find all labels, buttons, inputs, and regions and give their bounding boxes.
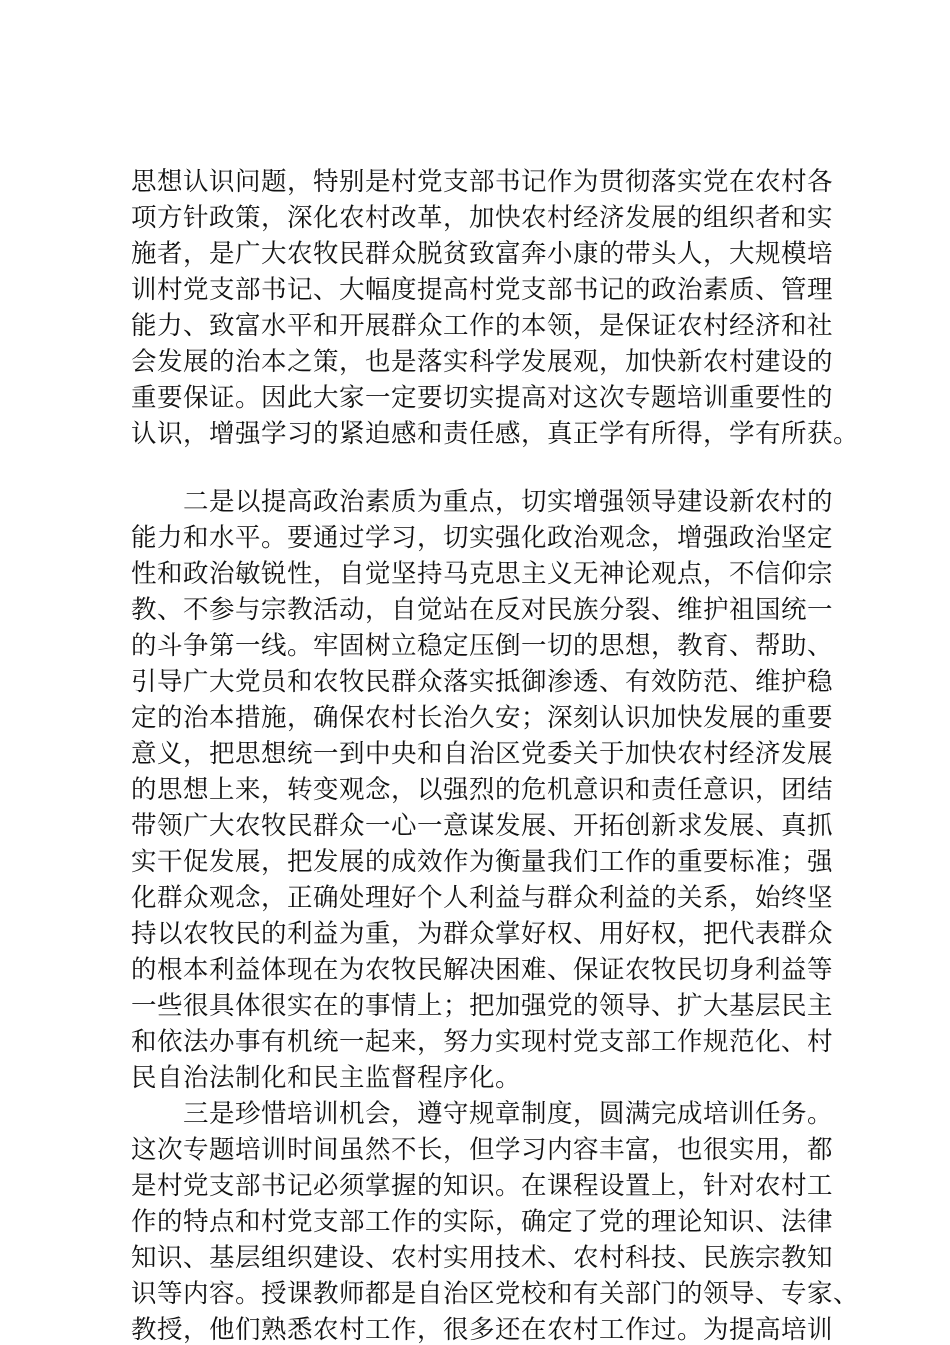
paragraph-line: 引导广大党员和农牧民群众落实抵御渗透、有效防范、维护稳 <box>131 667 834 697</box>
paragraph-line: 的根本利益体现在为农牧民解决困难、保证农牧民切身利益等 <box>131 955 834 985</box>
paragraph-line: 能力和水平。要通过学习，切实强化政治观念，增强政治坚定 <box>131 523 834 553</box>
paragraph-line: 会发展的治本之策，也是落实科学发展观，加快新农村建设的 <box>131 347 834 377</box>
paragraph-line: 知识、基层组织建设、农村实用技术、农村科技、民族宗教知 <box>131 1243 834 1273</box>
paragraph-line: 能力、致富水平和开展群众工作的本领，是保证农村经济和社 <box>131 311 834 341</box>
paragraph-line: 施者，是广大农牧民群众脱贫致富奔小康的带头人，大规模培 <box>131 239 834 269</box>
paragraph-line: 的斗争第一线。牢固树立稳定压倒一切的思想，教育、帮助、 <box>131 631 834 661</box>
paragraph-line: 作的特点和村党支部工作的实际，确定了党的理论知识、法律 <box>131 1207 834 1237</box>
paragraph-line: 的思想上来，转变观念，以强烈的危机意识和责任意识，团结 <box>131 775 834 805</box>
paragraph-line: 这次专题培训时间虽然不长，但学习内容丰富，也很实用，都 <box>131 1135 834 1165</box>
paragraph-line: 教、不参与宗教活动，自觉站在反对民族分裂、维护祖国统一 <box>131 595 834 625</box>
paragraph-line: 持以农牧民的利益为重，为群众掌好权、用好权，把代表群众 <box>131 919 834 949</box>
paragraph-line: 实干促发展，把发展的成效作为衡量我们工作的重要标准；强 <box>131 847 834 877</box>
paragraph-line: 三是珍惜培训机会，遵守规章制度，圆满完成培训任务。 <box>131 1099 834 1129</box>
paragraph-line: 识等内容。授课教师都是自治区党校和有关部门的领导、专家、 <box>131 1279 860 1309</box>
paragraph-line: 重要保证。因此大家一定要切实提高对这次专题培训重要性的 <box>131 383 834 413</box>
paragraph-line: 训村党支部书记、大幅度提高村党支部书记的政治素质、管理 <box>131 275 834 305</box>
paragraph-line: 思想认识问题，特别是村党支部书记作为贯彻落实党在农村各 <box>131 167 834 197</box>
paragraph-line: 和依法办事有机统一起来，努力实现村党支部工作规范化、村 <box>131 1027 834 1057</box>
paragraph-line: 化群众观念，正确处理好个人利益与群众利益的关系，始终坚 <box>131 883 834 913</box>
paragraph-line: 一些很具体很实在的事情上；把加强党的领导、扩大基层民主 <box>131 991 834 1021</box>
paragraph-line: 是村党支部书记必须掌握的知识。在课程设置上，针对农村工 <box>131 1171 834 1201</box>
paragraph-line: 二是以提高政治素质为重点，切实增强领导建设新农村的 <box>131 487 834 517</box>
paragraph-line: 教授，他们熟悉农村工作，很多还在农村工作过。为提高培训 <box>131 1315 834 1345</box>
paragraph-line: 意义，把思想统一到中央和自治区党委关于加快农村经济发展 <box>131 739 834 769</box>
paragraph-line: 认识，增强学习的紧迫感和责任感，真正学有所得，学有所获。 <box>131 419 860 449</box>
paragraph-line: 定的治本措施，确保农村长治久安；深刻认识加快发展的重要 <box>131 703 834 733</box>
paragraph-line: 带领广大农牧民群众一心一意谋发展、开拓创新求发展、真抓 <box>131 811 834 841</box>
paragraph-line: 民自治法制化和民主监督程序化。 <box>131 1063 522 1093</box>
paragraph-line: 性和政治敏锐性，自觉坚持马克思主义无神论观点，不信仰宗 <box>131 559 834 589</box>
paragraph-line: 项方针政策，深化农村改革，加快农村经济发展的组织者和实 <box>131 203 834 233</box>
